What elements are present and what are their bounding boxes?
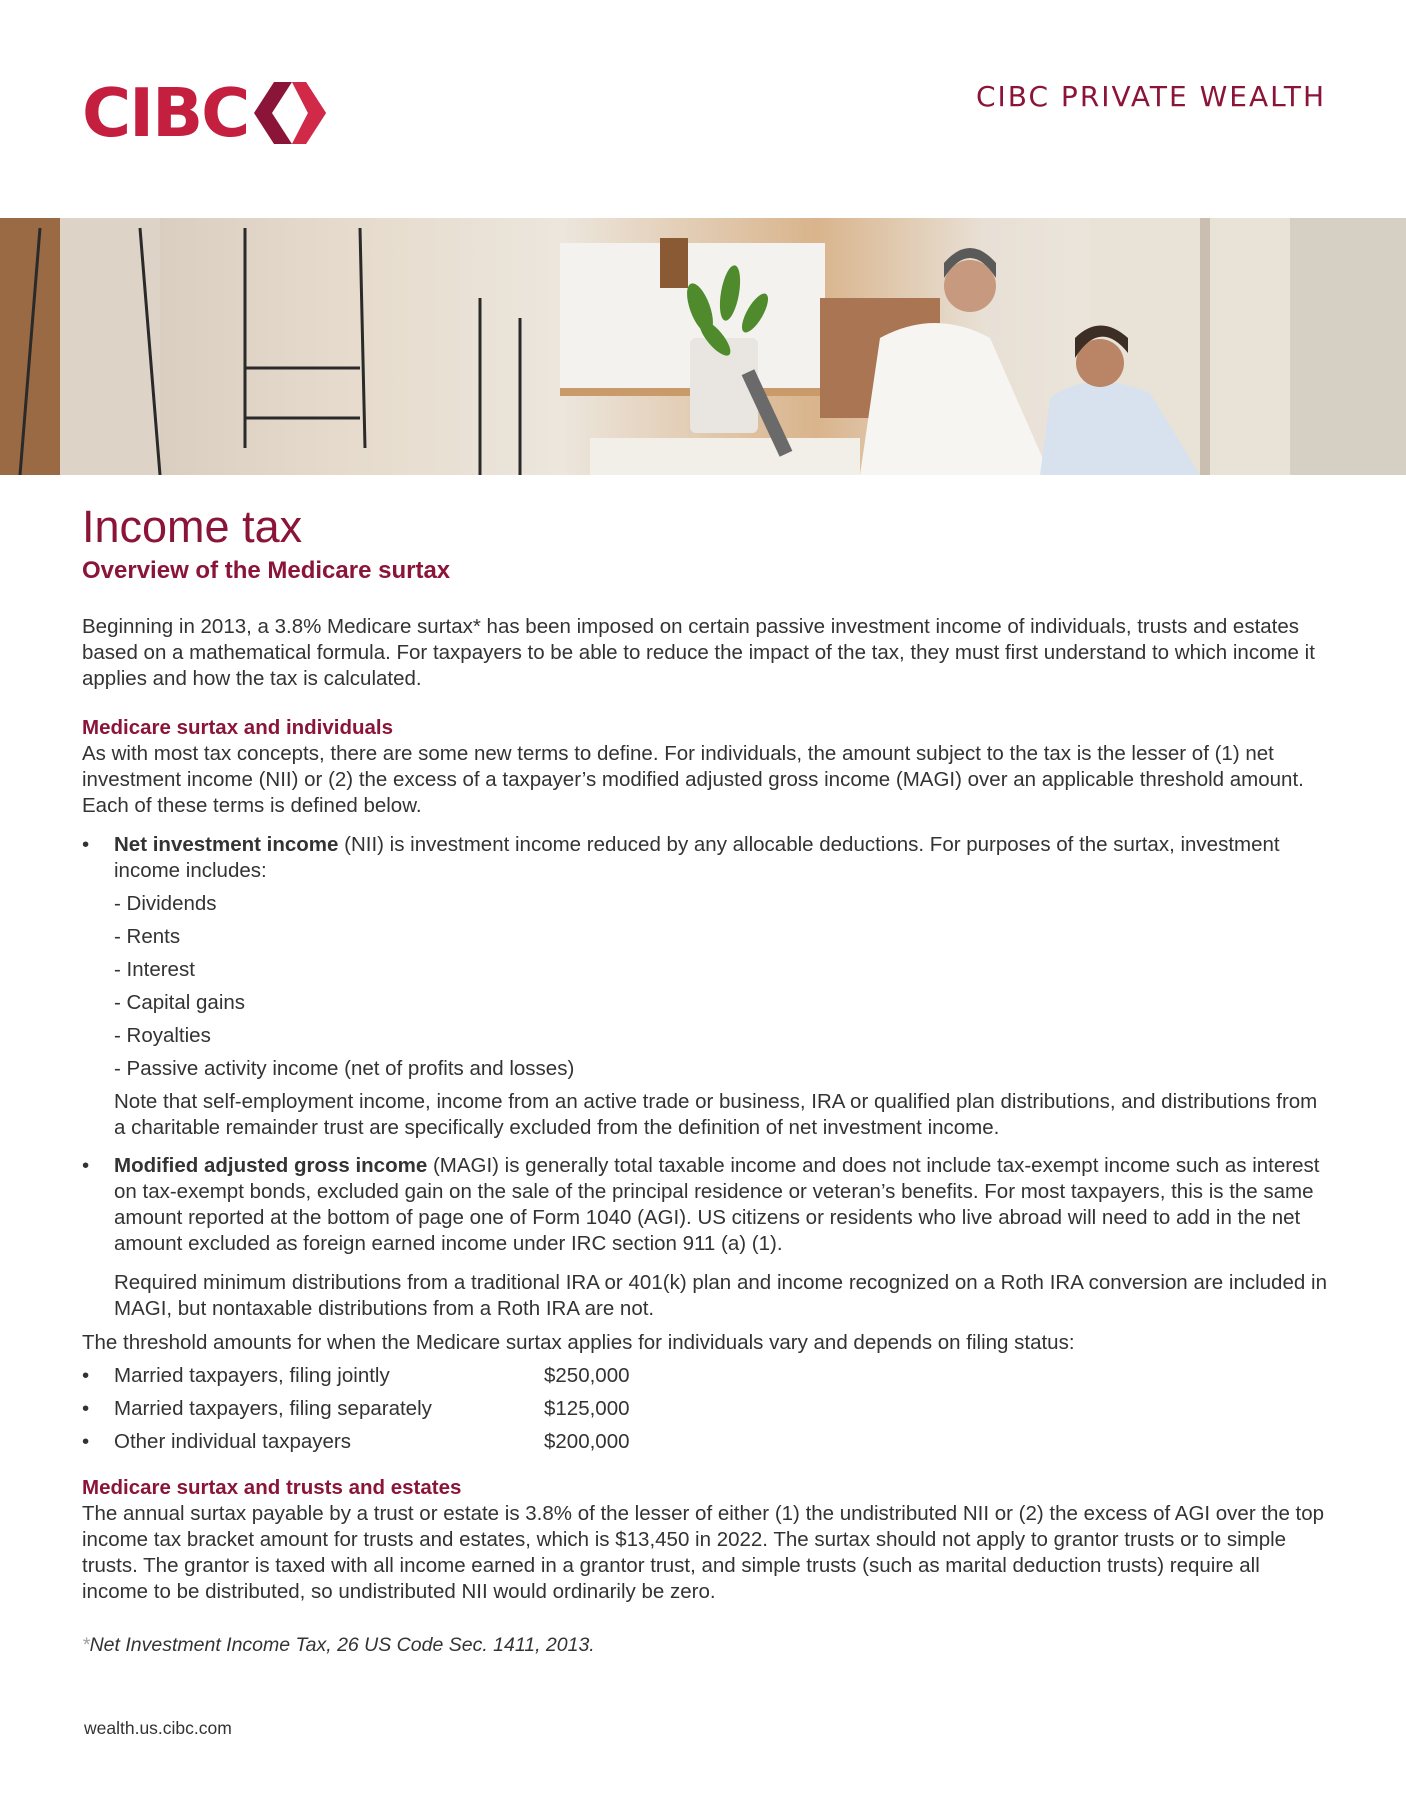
term-magi: Modified adjusted gross income bbox=[114, 1154, 428, 1177]
definition-magi-text: (MAGI) is generally total taxable income and does not include tax-exempt income such as interest on tax-exempt bonds, excluded gain on the sale of the principal residence or veteran’s benefits. For most taxpayers, this is the same amount reported at the bottom of page one of Form 1040 (AGI). US citizens or residents who live abroad will need to add in the net amount excluded as foreign earned income under IRC section 911 (a) (1). bbox=[114, 1154, 1320, 1255]
intro-paragraph: Beginning in 2013, a 3.8% Medicare surtax* has been imposed on certain passive investment income of individuals, trusts and estates based on a mathematical formula. For taxpayers to be able to reduce the impact of the tax, they must first understand to which income it applies and how the tax is calculated. bbox=[82, 615, 1315, 690]
filing-status: • Married taxpayers, filing separately bbox=[114, 1397, 432, 1420]
definition-magi bbox=[82, 1153, 1327, 1322]
list-item: - Passive activity income (net of profits and losses) bbox=[114, 1057, 575, 1080]
list-item: - Dividends bbox=[114, 892, 217, 915]
footnote-text: Net Investment Income Tax, 26 US Code Sec. 1411, 2013. bbox=[89, 1634, 595, 1656]
list-item: - Capital gains bbox=[114, 991, 246, 1014]
page-subtitle: Overview of the Medicare surtax bbox=[82, 557, 451, 584]
filing-status: • Other individual taxpayers bbox=[114, 1430, 352, 1453]
threshold-amount: $250,000 bbox=[544, 1364, 630, 1387]
meeting-photo-illustration bbox=[0, 218, 1406, 475]
logo-wordmark: CIBC bbox=[82, 74, 249, 152]
footnote-marker: * bbox=[82, 1634, 90, 1656]
threshold-table bbox=[82, 1363, 1327, 1455]
website-link[interactable]: wealth.us.cibc.com bbox=[84, 1718, 232, 1738]
document-body bbox=[82, 500, 1327, 1658]
section-heading-trusts: Medicare surtax and trusts and estates bbox=[82, 1476, 462, 1499]
definition-nii bbox=[82, 832, 1327, 1141]
threshold-row bbox=[82, 1363, 1327, 1389]
list-item: - Rents bbox=[114, 925, 181, 948]
threshold-intro: The threshold amounts for when the Medicare surtax applies for individuals vary and depends on filing status: bbox=[82, 1331, 1075, 1354]
term-nii: Net investment income bbox=[114, 833, 339, 856]
individuals-paragraph: As with most tax concepts, there are some new terms to define. For individuals, the amount subject to the tax is the lesser of (1) net investment income (NII) or (2) the excess of a taxpayer’s modified adjusted gross income (MAGI) over an applicable threshold amount. Each of these terms is defined below. bbox=[82, 742, 1304, 817]
nii-note: Note that self-employment income, income from an active trade or business, IRA or qualified plan distributions, and distributions from a charitable remainder trust are specifically excluded from the definition of net investment income. bbox=[114, 1090, 1318, 1139]
threshold-amount: $200,000 bbox=[544, 1430, 630, 1453]
threshold-row bbox=[82, 1429, 1327, 1455]
page-title: Income tax bbox=[82, 501, 303, 552]
division-name: CIBC PRIVATE WEALTH bbox=[975, 80, 1326, 113]
investment-income-list bbox=[114, 891, 1327, 1082]
list-item: - Interest bbox=[114, 958, 195, 981]
threshold-row bbox=[82, 1396, 1327, 1422]
section-heading-individuals: Medicare surtax and individuals bbox=[82, 716, 394, 739]
cibc-logo bbox=[82, 74, 326, 152]
list-item: - Royalties bbox=[114, 1024, 211, 1047]
cibc-diamond-logo-icon bbox=[254, 82, 326, 144]
magi-note: Required minimum distributions from a traditional IRA or 401(k) plan and income recognized on a Roth IRA conversion are included in MAGI, but nontaxable distributions from a Roth IRA are not. bbox=[114, 1271, 1327, 1320]
definitions-list bbox=[82, 832, 1327, 1322]
definition-nii-text: (NII) is investment income reduced by any allocable deductions. For purposes of the surtax, investment income includes: bbox=[114, 833, 1280, 882]
hero-photo bbox=[0, 218, 1406, 475]
footnote bbox=[82, 1632, 1327, 1658]
trusts-paragraph: The annual surtax payable by a trust or estate is 3.8% of the lesser of either (1) the undistributed NII or (2) the excess of AGI over the top income tax bracket amount for trusts and estates, which is $13,450 in 2022. The surtax should not apply to grantor trusts or to simple trusts. The grantor is taxed with all income earned in a grantor trust, and simple trusts (such as marital deduction trusts) require all income to be distributed, so undistributed NII would ordinarily be zero. bbox=[82, 1502, 1325, 1603]
filing-status: • Married taxpayers, filing jointly bbox=[114, 1364, 390, 1387]
threshold-amount: $125,000 bbox=[544, 1397, 630, 1420]
